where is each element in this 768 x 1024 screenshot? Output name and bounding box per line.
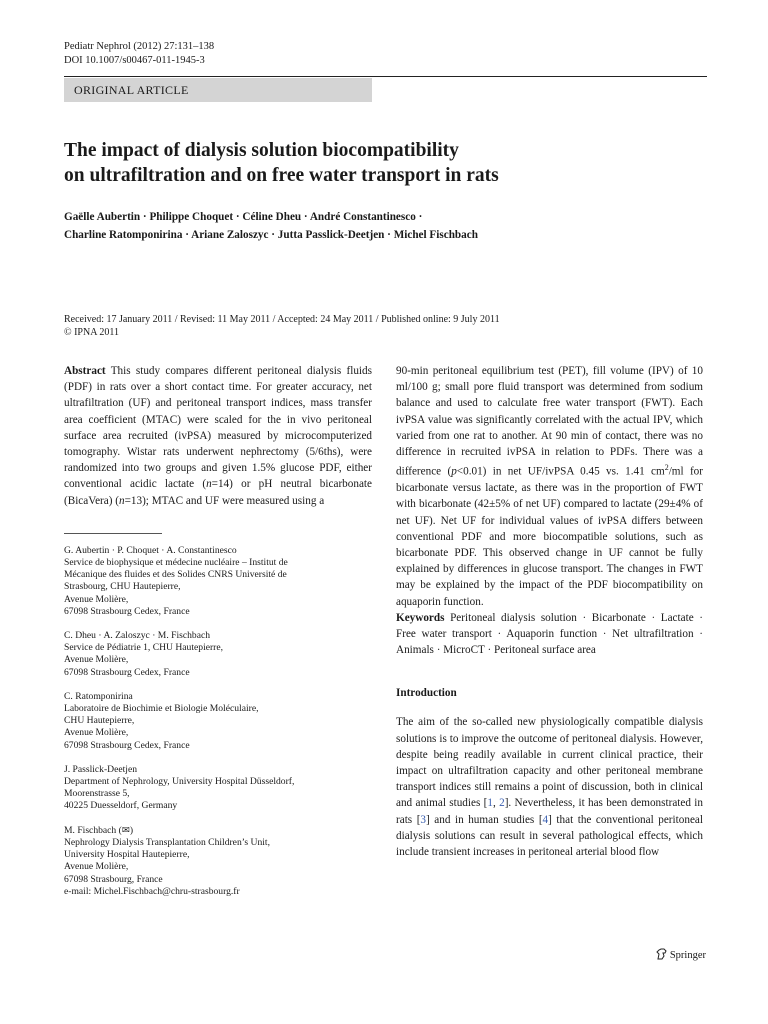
affiliation-line: University Hospital Hautepierre, bbox=[64, 849, 190, 861]
citation-link[interactable]: 4 bbox=[542, 813, 549, 826]
publisher-logo bbox=[656, 948, 706, 963]
affiliation-line: Moorenstrasse 5, bbox=[64, 788, 130, 800]
introduction-text: The aim of the so-called new physiologically compatible dialysis solutions is to improve the outcome of peritoneal dialysis. However, despite being readily available in current clinical practice, their impact on ultrafiltration capacity and other peritoneal membrane transport indices still remains a point of discussion, both in clinical and animal studies [1, 2]. Nevertheless, it has been demonstrated in rats [3] and in human studies [4] that the conventional peritoneal dialysis solutions can result in several pathological effects, which include transient increases in peritoneal arterial blood flow bbox=[396, 716, 703, 859]
keywords bbox=[396, 610, 703, 659]
abstract-label: Abstract bbox=[64, 365, 106, 377]
affiliation-line: CHU Hautepierre, bbox=[64, 715, 135, 727]
copyright-line: © IPNA 2011 bbox=[64, 327, 120, 338]
introduction-heading: Introduction bbox=[396, 687, 457, 700]
affiliation-line: M. Fischbach (✉) bbox=[64, 824, 134, 836]
affiliation-line: 67098 Strasbourg Cedex, France bbox=[64, 739, 190, 751]
keywords-text: Peritoneal dialysis solution · Bicarbonate · Lactate · Free water transport · Aquaporin function · Net ultrafiltration · Animals · MicroCT · Peritoneal surface area bbox=[396, 611, 703, 657]
affiliation-line: Laboratoire de Biochimie et Biologie Moléculaire, bbox=[64, 703, 259, 715]
article-type-banner: ORIGINAL ARTICLE bbox=[64, 78, 372, 102]
citation-link[interactable]: 3 bbox=[420, 813, 427, 826]
affiliation-line: Avenue Molière, bbox=[64, 727, 129, 739]
header-rule bbox=[64, 76, 707, 77]
affiliation-line: Department of Nephrology, University Hospital Düsseldorf, bbox=[64, 776, 295, 788]
affiliation-line: J. Passlick-Deetjen bbox=[64, 763, 138, 775]
affiliation-line: Service de biophysique et médecine nucléaire – Institut de bbox=[64, 557, 288, 569]
affiliation-line: Mécanique des fluides et des Solides CNRS Université de bbox=[64, 569, 287, 581]
affiliation-line: 67098 Strasbourg Cedex, France bbox=[64, 605, 190, 617]
doi-line: DOI 10.1007/s00467-011-1945-3 bbox=[64, 55, 205, 66]
affiliation-block bbox=[64, 545, 372, 618]
title-line-1: The impact of dialysis solution biocompatibility bbox=[64, 140, 459, 161]
affiliation-line: 40225 Duesseldorf, Germany bbox=[64, 800, 178, 812]
title-line-2: on ultrafiltration and on free water transport in rats bbox=[64, 165, 499, 186]
affiliation-line: Nephrology Dialysis Transplantation Children’s Unit, bbox=[64, 836, 270, 848]
affiliation-line: G. Aubertin · P. Choquet · A. Constantinesco bbox=[64, 544, 237, 556]
journal-line: Pediatr Nephrol (2012) 27:131–138 bbox=[64, 41, 215, 52]
authors-line-1: Gaëlle Aubertin · Philippe Choquet · Céline Dheu · André Constantinesco · bbox=[64, 211, 423, 223]
citation-link[interactable]: 1 bbox=[487, 797, 493, 810]
right-column bbox=[396, 363, 703, 860]
abstract-part-1: Abstract This study compares different peritoneal dialysis fluids (PDF) in rats over a short contact time. For greater accuracy, net ultrafiltration (UF) and peritoneal transport indices, mass transfer area coefficient (MTAC) were scaled for the in vivo peritoneal surface area recruited (ivPSA) measured by microcomputerized tomography. Wistar rats underwent nephrectomy (5/6ths), were randomized into two groups and given 1.5% glucose PDF, either conventional acidic lactate (n=14) or pH neutral bicarbonate (BicaVera) (n=13); MTAC and UF were measured using a bbox=[64, 365, 372, 507]
keywords-label: Keywords bbox=[396, 611, 445, 624]
springer-horse-icon bbox=[656, 948, 667, 960]
affiliation-block bbox=[64, 630, 372, 679]
affiliation-block bbox=[64, 764, 372, 813]
left-column bbox=[64, 363, 372, 910]
paper-title bbox=[64, 138, 704, 188]
journal-citation bbox=[64, 40, 214, 68]
affiliation-line: Strasbourg, CHU Hautepierre, bbox=[64, 581, 181, 593]
affiliation-line: 67098 Strasbourg Cedex, France bbox=[64, 666, 190, 678]
authors-line-2: Charline Ratomponirina · Ariane Zaloszyc · Jutta Passlick-Deetjen · Michel Fischbach bbox=[64, 229, 478, 241]
affiliation-divider bbox=[64, 533, 162, 534]
affiliation-line: Avenue Molière, bbox=[64, 861, 129, 873]
affiliation-line: C. Dheu · A. Zaloszyc · M. Fischbach bbox=[64, 630, 211, 642]
affiliation-block bbox=[64, 691, 372, 752]
affiliation-line: C. Ratomponirina bbox=[64, 690, 133, 702]
dates-line: Received: 17 January 2011 / Revised: 11 May 2011 / Accepted: 24 May 2011 / Published online: 9 July 2011 bbox=[64, 314, 500, 325]
affiliation-line: Avenue Molière, bbox=[64, 593, 129, 605]
affiliation-line: Service de Pédiatrie 1, CHU Hautepierre, bbox=[64, 642, 224, 654]
affiliation-line: Avenue Molière, bbox=[64, 654, 129, 666]
affiliation-block bbox=[64, 825, 372, 898]
history-dates bbox=[64, 313, 704, 339]
publisher-name: Springer bbox=[669, 950, 706, 961]
affiliation-list bbox=[64, 545, 372, 898]
affiliation-line: e-mail: Michel.Fischbach@chru-strasbourg.fr bbox=[64, 885, 240, 897]
abstract-part-2: 90-min peritoneal equilibrium test (PET), fill volume (IPV) of 10 ml/100 g; small pore fluid transport was determined from sodium balance and used to calculate free water transport (FWT). Each ivPSA value was significantly correlated with the actual IPV, which varied from one rat to another. At 90 min of contact, there was no difference in recruited ivPSA in relation to PDFs. There was a difference (p<0.01) in net UF/ivPSA 0.45 vs. 1.41 $cm^2/ml$ for bicarbonate versus lactate, as there was in the proportion of FWT with bicarbonate (42±5% of net UF) compared to lactate (29±4% of net UF). Net UF for individual values of ivPSA differs between conventional PDF and more biocompatible solutions, such as bicarbonate PDF. This observed change in UF cannot be fully explained by differences in glucose transport. The changes in FWT may be explained by the impact of the PDF biocompatibility on aquaporin function. bbox=[396, 365, 703, 608]
author-list bbox=[64, 208, 704, 244]
citation-link[interactable]: 2 bbox=[499, 797, 505, 810]
affiliation-line: 67098 Strasbourg, France bbox=[64, 873, 163, 885]
